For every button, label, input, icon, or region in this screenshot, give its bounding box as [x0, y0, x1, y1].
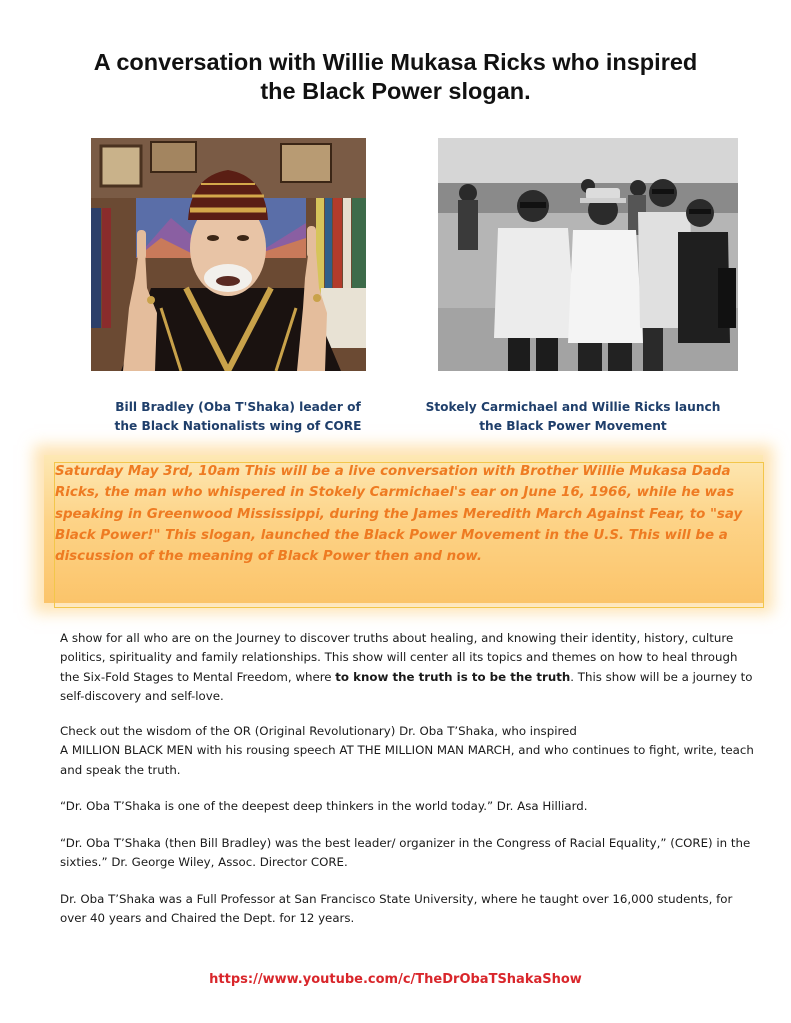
caption-oba-tshaka: [88, 398, 388, 436]
wisdom-line-2: A MILLION BLACK MEN with his rousing speech AT THE MILLION MAN MARCH, and who continues to fight, write, teach and speak the truth.: [60, 743, 754, 777]
professor-bio-paragraph: Dr. Oba T’Shaka was a Full Professor at San Francisco State University, where he taught over 16,000 students, for over 40 years and Chaired the Dept. for 12 years.: [60, 892, 733, 926]
wisdom-paragraph: [60, 722, 760, 780]
title-line-2: the Black Power slogan.: [260, 78, 531, 104]
photo-oba-tshaka: [91, 138, 366, 371]
caption-right-line-1: Stokely Carmichael and Willie Ricks launch: [425, 400, 721, 414]
show-description-paragraph: [60, 629, 760, 707]
title-line-1: A conversation with Willie Mukasa Ricks who inspired: [93, 49, 698, 75]
show-description-outro: . This show will be a journey to self-discovery and self-love.: [60, 669, 753, 704]
caption-right-line-2: the Black Power Movement: [479, 419, 667, 433]
wiley-quote: “Dr. Oba T’Shaka (then Bill Bradley) was the best leader/ organizer in the Congress of Racial Equality,” (CORE) in the sixties.” Dr. George Wiley, Assoc. Director CORE.: [60, 836, 751, 870]
photo-black-power-march: [438, 138, 738, 371]
announcement-text: Saturday May 3rd, 10am This will be a live conversation with Brother Willie Mukasa Dada Ricks, the man who whispered in Stokely Carmichael's ear on June 16, 1966, while he was speaking in Greenwood Mississippi, during the James Meredith March Against Fear, to "say Black Power!" This slogan, launched the Black Power Movement in the U.S. This will be a discussion of the meaning of Black Power then and now.: [55, 464, 743, 565]
show-description-emphasis: to know the truth is to be the truth: [335, 669, 571, 684]
caption-black-power-march: [423, 398, 723, 436]
wisdom-line-1: Check out the wisdom of the OR (Original Revolutionary) Dr. Oba T’Shaka, who inspired: [60, 724, 577, 738]
caption-left-line-2: the Black Nationalists wing of CORE: [114, 419, 362, 433]
hilliard-quote: “Dr. Oba T’Shaka is one of the deepest deep thinkers in the world today.” Dr. Asa Hilliard.: [60, 799, 588, 813]
page-title: [40, 48, 751, 106]
march-image: [438, 138, 738, 371]
show-description-intro: A show for all who are on the Journey to discover truths about healing, and knowing their identity, history, culture politics, spirituality and family relationships. This show will center all its topics and themes on how to heal through the Six-Fold Stages to Mental Freedom, where: [60, 631, 738, 684]
oba-tshaka-portrait-image: [91, 138, 366, 371]
youtube-channel-link[interactable]: https://www.youtube.com/c/TheDrObaTShakaShow: [209, 972, 582, 987]
caption-left-line-1: Bill Bradley (Oba T'Shaka) leader of: [115, 400, 361, 414]
